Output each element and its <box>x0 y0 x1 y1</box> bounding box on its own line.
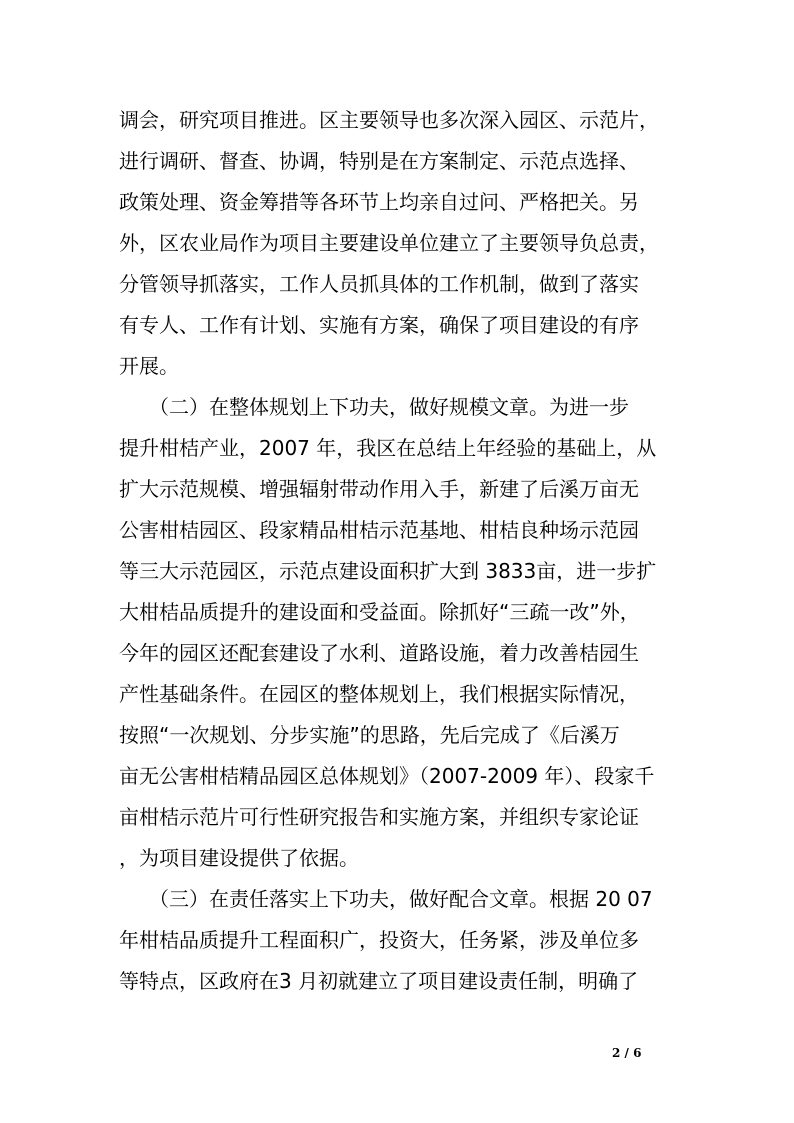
text-line: 亩无公害柑桔精品园区总体规划》（2007-2009 年）、段家千 <box>119 764 655 788</box>
text-line: 等特点，区政府在3 月初就建立了项目建设责任制，明确了 <box>119 969 639 993</box>
section-heading-line: （三）在责任落实上下功夫，做好配合文章。根据 20 07 <box>119 887 653 911</box>
text-line: 公害柑桔园区、段家精品柑桔示范基地、柑桔良种场示范园 <box>119 518 639 542</box>
text-line: 开展。 <box>119 354 179 378</box>
text-line: 亩柑桔示范片可行性研究报告和实施方案，并组织专家论证 <box>119 805 639 829</box>
text-line: 产性基础条件。在园区的整体规划上，我们根据实际情况， <box>119 682 639 706</box>
text-line: 分管领导抓落实，工作人员抓具体的工作机制，做到了落实 <box>119 272 639 296</box>
page-number: 2 / 6 <box>612 1046 642 1060</box>
text-line: 等三大示范园区，示范点建设面积扩大到 3833亩，进一步扩 <box>119 559 657 583</box>
text-line: 按照“一次规划、分步实施”的思路，先后完成了《后溪万 <box>119 723 620 747</box>
text-line: 扩大示范规模、增强辐射带动作用入手，新建了后溪万亩无 <box>119 477 639 501</box>
text-line: 外，区农业局作为项目主要建设单位建立了主要领导负总责， <box>119 231 659 255</box>
section-heading-line: （二）在整体规划上下功夫，做好规模文章。为进一步 <box>119 395 629 419</box>
text-line: 调会，研究项目推进。区主要领导也多次深入园区、示范片， <box>119 108 659 132</box>
text-line: 年柑桔品质提升工程面积广，投资大，任务紧，涉及单位多 <box>119 928 639 952</box>
text-line: 进行调研、督查、协调，特别是在方案制定、示范点选择、 <box>119 149 639 173</box>
text-line: 今年的园区还配套建设了水利、道路设施，着力改善桔园生 <box>119 641 639 665</box>
text-line: 政策处理、资金筹措等各环节上均亲自过问、严格把关。另 <box>119 190 639 214</box>
text-line: 有专人、工作有计划、实施有方案，确保了项目建设的有序 <box>119 313 639 337</box>
text-line: 提升柑桔产业，2007 年，我区在总结上年经验的基础上，从 <box>119 436 657 460</box>
text-line: ，为项目建设提供了依据。 <box>119 846 359 870</box>
text-line: 大柑桔品质提升的建设面和受益面。除抓好“三疏一改”外， <box>119 600 640 624</box>
document-body <box>119 100 679 1002</box>
